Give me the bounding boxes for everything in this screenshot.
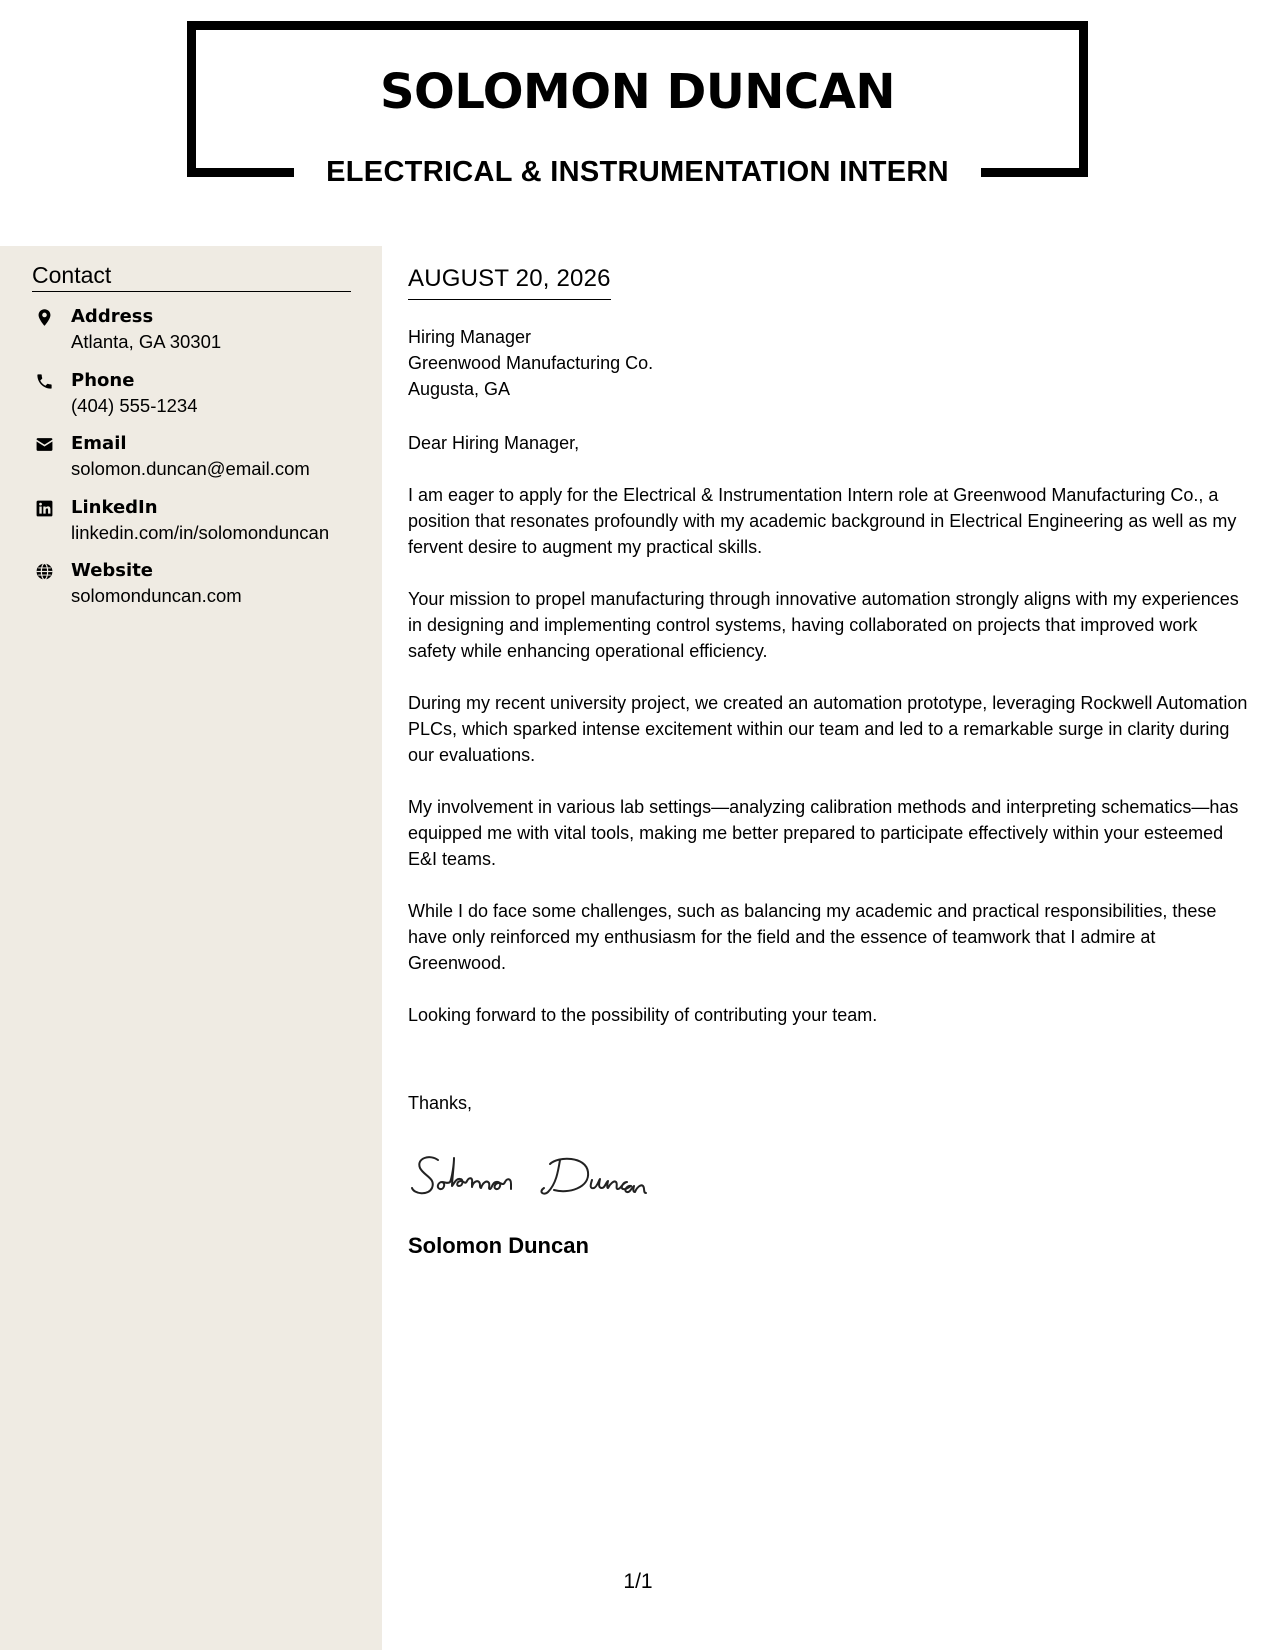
letter-paragraph: During my recent university project, we created an automation prototype, leveraging Rockwell Automation PLCs, which sparked intense excitement within our team and led to a remarkable surge in clarity during our evaluations.	[408, 693, 1248, 765]
contact-label-address: Address	[71, 306, 154, 327]
contact-value-email: solomon.duncan@email.com	[71, 458, 310, 479]
header-frame-bottom-right	[981, 168, 1088, 177]
contact-label-email: Email	[71, 433, 127, 454]
header-frame-bottom-left	[187, 168, 294, 177]
linkedin-icon	[35, 499, 54, 518]
recipient-title: Hiring Manager	[408, 327, 532, 347]
contact-label-linkedin: LinkedIn	[71, 496, 158, 518]
contact-sidebar	[0, 246, 382, 1650]
recipient-company: Greenwood Manufacturing Co.	[408, 353, 654, 373]
page-number: 1/1	[623, 1570, 653, 1593]
letter-greeting: Dear Hiring Manager,	[408, 433, 580, 453]
contact-item-linkedin	[32, 495, 372, 559]
envelope-icon	[35, 435, 54, 454]
globe-icon	[35, 562, 54, 581]
contact-list	[32, 304, 372, 622]
map-pin-icon	[35, 308, 54, 327]
contact-label-phone: Phone	[71, 369, 135, 391]
contact-value-phone: (404) 555-1234	[71, 394, 198, 416]
contact-item-website	[32, 558, 372, 622]
letter-paragraph: My involvement in various lab settings—analyzing calibration methods and interpreting schematics—has equipped me with vital tools, making me better prepared to participate effectively within your esteemed E&I teams.	[408, 797, 1239, 869]
letter-paragraph: Your mission to propel manufacturing through innovative automation strongly aligns with my experiences in designing and implementing control systems, having collaborated on projects that improved work safety while enhancing operational efficiency.	[408, 589, 1239, 661]
contact-label-website: Website	[71, 560, 154, 581]
handwritten-signature	[408, 1146, 678, 1206]
letter-paragraph: I am eager to apply for the Electrical & Instrumentation Intern role at Greenwood Manufacturing Co., a position that resonates profoundly with my academic background in Electrical Engineering as well as my fervent desire to augment my practical skills.	[408, 485, 1237, 557]
contact-heading: Contact	[32, 260, 351, 292]
contact-item-email	[32, 431, 372, 495]
letter-date: AUGUST 20, 2026	[408, 264, 611, 300]
letter-paragraph: Looking forward to the possibility of contributing your team.	[408, 1005, 878, 1025]
signer-name: Solomon Duncan	[408, 1233, 589, 1258]
contact-value-website: solomonduncan.com	[71, 585, 242, 606]
contact-item-address	[32, 304, 372, 368]
letter-closing: Thanks,	[408, 1093, 473, 1113]
contact-value-linkedin: linkedin.com/in/solomonduncan	[71, 521, 330, 543]
applicant-name: SOLOMON DUNCAN	[379, 64, 896, 120]
recipient-location: Augusta, GA	[408, 379, 511, 399]
recipient-block	[408, 324, 653, 402]
letter-body	[408, 482, 1250, 1054]
resume-header	[0, 0, 1275, 246]
phone-icon	[35, 372, 54, 391]
letter-paragraph: While I do face some challenges, such as balancing my academic and practical responsibilities, these have only reinforced my enthusiasm for the field and the essence of teamwork that I admire at Greenwood.	[408, 901, 1217, 973]
contact-value-address: Atlanta, GA 30301	[71, 331, 222, 352]
contact-item-phone	[32, 368, 372, 432]
applicant-role: ELECTRICAL & INSTRUMENTATION INTERN	[326, 156, 949, 188]
